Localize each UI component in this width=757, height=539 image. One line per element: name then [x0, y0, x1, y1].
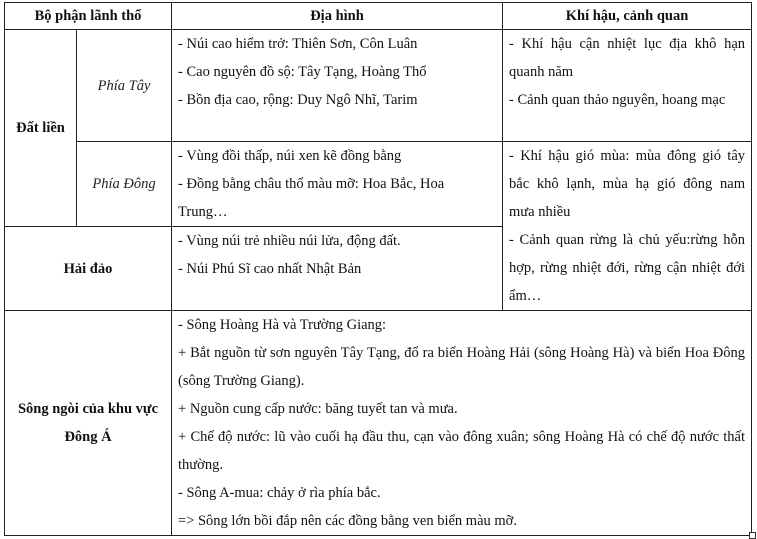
row-mainland-west: [5, 30, 752, 142]
geography-table: [4, 2, 752, 536]
rivers-line: + Chế độ nước: lũ vào cuối hạ đầu thu, cạn vào đông xuân; sông Hoàng Hà có chế độ nước thất thường.: [178, 429, 746, 473]
rivers-line: - Sông Hoàng Hà và Trường Giang:: [178, 317, 387, 333]
west-terrain-cell: [172, 30, 503, 142]
east-terrain-line: - Đồng bằng châu thổ màu mỡ: Hoa Bắc, Hoa Trung…: [178, 176, 445, 220]
row-mainland-east: [5, 142, 752, 227]
east-climate-line: - Cảnh quan rừng là chủ yếu:rừng hỗn hợp, rừng nhiệt đới, rừng cận nhiệt đới ẩm…: [509, 232, 746, 304]
row-rivers: [5, 311, 752, 536]
rivers-line: - Sông A-mua: chảy ở rìa phía bắc.: [178, 485, 381, 501]
header-terrain: Địa hình: [172, 3, 503, 30]
west-climate-line: - Khí hậu cận nhiệt lục địa khô hạn quanh năm: [509, 36, 746, 80]
islands-label: Hải đảo: [5, 227, 172, 311]
mainland-label: Đất liền: [5, 30, 77, 227]
islands-terrain-cell: [172, 227, 503, 311]
header-row: [5, 3, 752, 30]
west-terrain-line: - Núi cao hiểm trở: Thiên Sơn, Côn Luân: [178, 36, 418, 52]
rivers-cell: [172, 311, 752, 536]
west-label: Phía Tây: [77, 30, 172, 142]
west-climate-cell: [503, 30, 752, 142]
header-climate: Khí hậu, cảnh quan: [503, 3, 752, 30]
rivers-line: + Bắt nguồn từ sơn nguyên Tây Tạng, đổ ra biển Hoàng Hải (sông Hoàng Hà) và biển Hoa Đông (sông Trường Giang).: [178, 345, 746, 389]
east-climate-cell: [503, 142, 752, 311]
header-territory: Bộ phận lãnh thổ: [5, 3, 172, 30]
east-climate-line: - Khí hậu gió mùa: mùa đông gió tây bắc khô lạnh, mùa hạ gió đông nam mưa nhiều: [509, 148, 746, 220]
islands-terrain-line: - Vùng núi trẻ nhiều núi lửa, động đất.: [178, 233, 401, 249]
west-terrain-line: - Cao nguyên đồ sộ: Tây Tạng, Hoàng Thổ: [178, 64, 427, 80]
west-climate-line: - Cảnh quan thảo nguyên, hoang mạc: [509, 92, 726, 108]
east-terrain-cell: [172, 142, 503, 227]
rivers-label: Sông ngòi của khu vực Đông Á: [5, 311, 172, 536]
east-label: Phía Đông: [77, 142, 172, 227]
east-terrain-line: - Vùng đồi thấp, núi xen kẽ đồng bằng: [178, 148, 402, 164]
west-terrain-line: - Bồn địa cao, rộng: Duy Ngô Nhĩ, Tarim: [178, 92, 418, 108]
rivers-line: + Nguồn cung cấp nước: băng tuyết tan và mưa.: [178, 401, 458, 417]
table-resize-handle[interactable]: [749, 532, 756, 539]
rivers-line: => Sông lớn bồi đắp nên các đồng bằng ven biển màu mỡ.: [178, 513, 517, 529]
islands-terrain-line: - Núi Phú Sĩ cao nhất Nhật Bản: [178, 261, 362, 277]
